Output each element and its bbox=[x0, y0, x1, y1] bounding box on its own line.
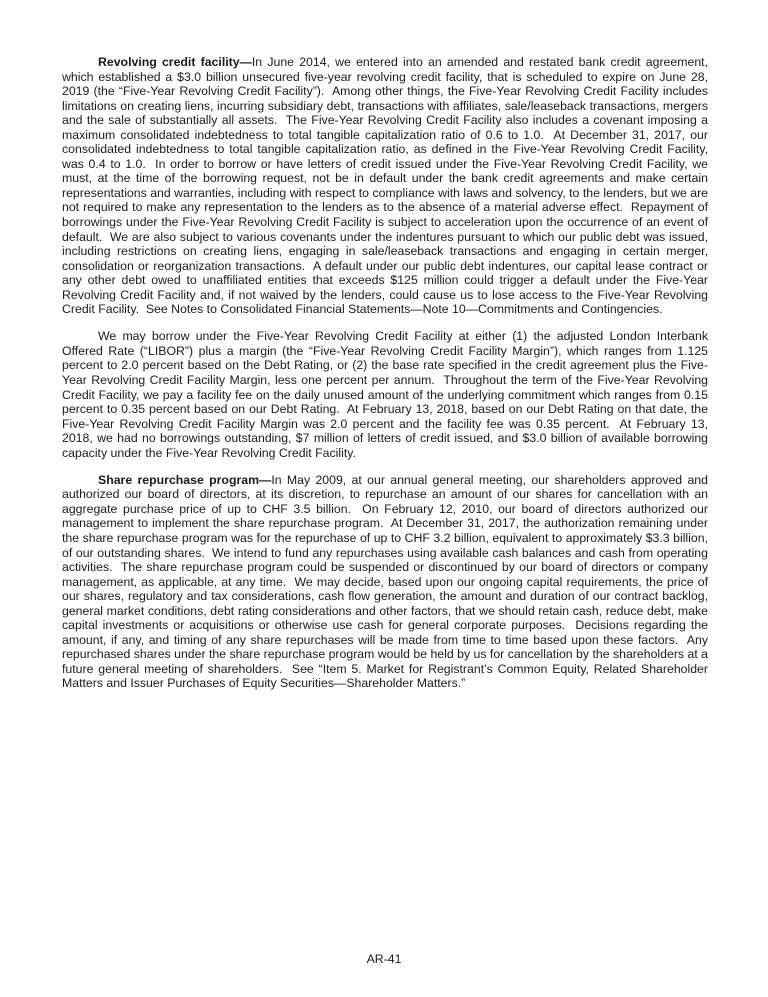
paragraph-text: We may borrow under the Five-Year Revolving Credit Facility at either (1) the adjusted London Interbank Offered Rate (“LIBOR”) plus a margin (the “Five-Year Revolving Credit Facility Margin”), which ranges from 1.125 percent to 2.0 percent based on the Debt Rating, or (2) the base rate specified in the credit agreement plus the Five-Year Revolving Credit Facility Margin, less one percent per annum. Throughout the term of the Five-Year Revolving Credit Facility, we pay a facility fee on the daily unused amount of the underlying commitment which ranges from 0.15 percent to 0.35 percent based on our Debt Rating. At February 13, 2018, based on our Debt Rating on that date, the Five-Year Revolving Credit Facility Margin was 2.0 percent and the facility fee was 0.35 percent. At February 13, 2018, we had no borrowings outstanding, $7 million of letters of credit issued, and $3.0 billion of available borrowing capacity under the Five-Year Revolving Credit Facility. bbox=[62, 329, 708, 460]
paragraph-share-repurchase-program bbox=[62, 473, 708, 691]
paragraph-text: In May 2009, at our annual general meeting, our shareholders approved and authorized our board of directors, at its discretion, to repurchase an amount of our shares for cancellation with an aggregate purchase price of up to CHF 3.5 billion. On February 12, 2010, our board of directors authorized our management to implement the share repurchase program. At December 31, 2017, the authorization remaining under the share repurchase program was for the repurchase of up to CHF 3.2 billion, equivalent to approximately $3.3 billion, of our outstanding shares. We intend to fund any repurchases using available cash balances and cash from operating activities. The share repurchase program could be suspended or discontinued by our board of directors or company management, as applicable, at any time. We may decide, based upon our ongoing capital requirements, the price of our shares, regulatory and tax considerations, cash flow generation, the amount and duration of our contract backlog, general market conditions, debt rating considerations and other factors, that we should retain cash, reduce debt, make capital investments or acquisitions or otherwise use cash for general corporate purposes. Decisions regarding the amount, if any, and timing of any share repurchases will be made from time to time based upon these factors. Any repurchased shares under the share repurchase program would be held by us for cancellation by the shareholders at a future general meeting of shareholders. See “Item 5. Market for Registrant’s Common Equity, Related Shareholder Matters and Issuer Purchases of Equity Securities—Shareholder Matters.” bbox=[62, 472, 708, 691]
page-number: AR-41 bbox=[366, 952, 402, 966]
paragraph-borrowing-terms bbox=[62, 329, 708, 460]
paragraph-text: In June 2014, we entered into an amended and restated bank credit agreement, which established a $3.0 billion unsecured five-year revolving credit facility, that is scheduled to expire on June 28, 2019 (the “Five-Year Revolving Credit Facility”). Among other things, the Five-Year Revolving Credit Facility includes limitations on creating liens, incurring subsidiary debt, transactions with affiliates, sale/leaseback transactions, mergers and the sale of substantially all assets. The Five-Year Revolving Credit Facility also includes a covenant imposing a maximum consolidated indebtedness to total tangible capitalization ratio of 0.6 to 1.0. At December 31, 2017, our consolidated indebtedness to total tangible capitalization ratio, as defined in the Five-Year Revolving Credit Facility, was 0.4 to 1.0. In order to borrow or have letters of credit issued under the Five-Year Revolving Credit Facility, we must, at the time of the borrowing request, not be in default under the bank credit agreements and make certain representations and warranties, including with respect to compliance with laws and solvency, to the lenders, but we are not required to make any representation to the lenders as to the absence of a material adverse effect. Repayment of borrowings under the Five-Year Revolving Credit Facility is subject to acceleration upon the occurrence of an event of default. We are also subject to various covenants under the indentures pursuant to which our public debt was issued, including restrictions on creating liens, engaging in sale/leaseback transactions and engaging in certain merger, consolidation or reorganization transactions. A default under our public debt indentures, our capital lease contract or any other debt owed to unaffiliated entities that exceeds $125 million could trigger a default under the Five-Year Revolving Credit Facility and, if not waived by the lenders, could cause us to lose access to the Five-Year Revolving Credit Facility. See Notes to Consolidated Financial Statements—Note 10—Commitments and Contingencies. bbox=[62, 55, 708, 317]
paragraph-lead-bold: Revolving credit facility— bbox=[98, 55, 252, 69]
paragraph-revolving-credit-facility bbox=[62, 55, 708, 317]
paragraph-lead-bold: Share repurchase program— bbox=[98, 472, 272, 487]
page-body-text bbox=[62, 55, 708, 691]
